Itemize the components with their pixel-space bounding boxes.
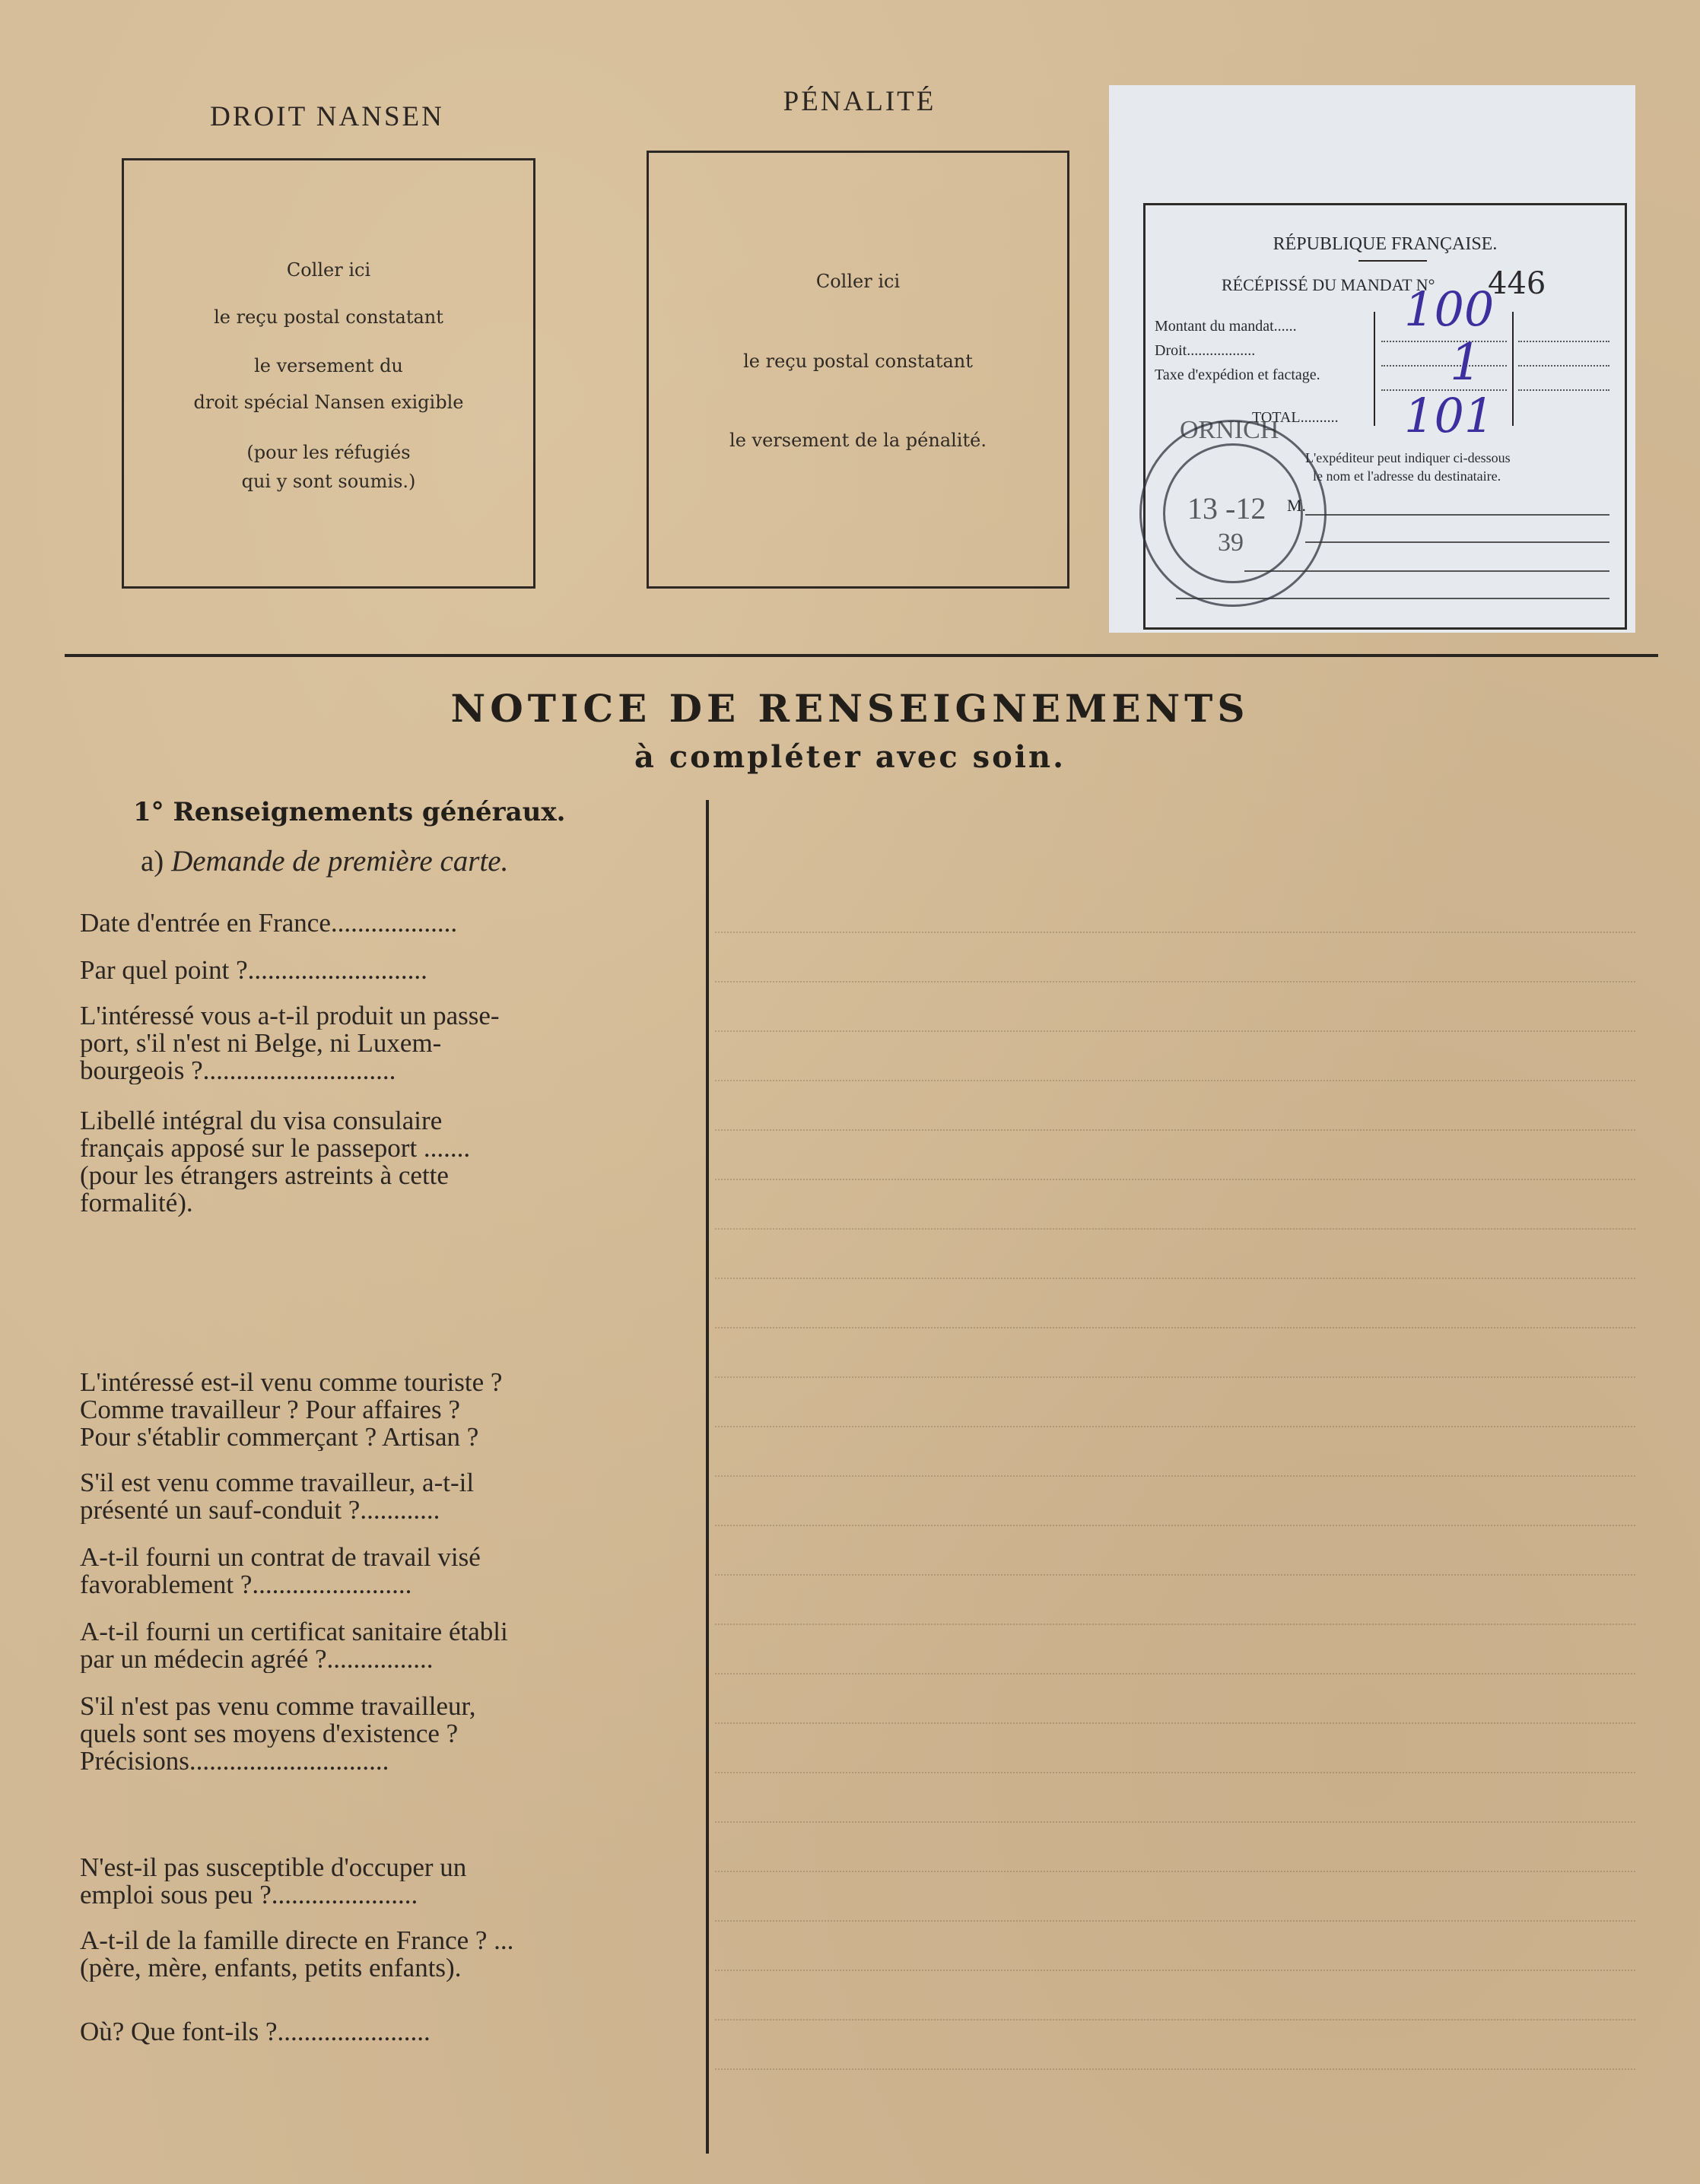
question-line: français apposé sur le passeport ....... (80, 1135, 471, 1162)
answer-line (715, 1722, 1635, 1724)
question-line: L'intéressé est-il venu comme touriste ? (80, 1369, 503, 1396)
answer-line (715, 1080, 1635, 1081)
question-line: Pour s'établir commerçant ? Artisan ? (80, 1424, 479, 1451)
question-line: présenté un sauf-conduit ?............ (80, 1497, 440, 1524)
receipt-dots (1518, 341, 1609, 342)
answer-line (715, 1278, 1635, 1279)
answer-line (715, 1376, 1635, 1378)
postmark-year: 39 (1218, 529, 1244, 557)
question-passport (80, 1002, 681, 1084)
answer-line (715, 1327, 1635, 1328)
question-line: A-t-il fourni un certificat sanitaire établi (80, 1618, 508, 1646)
postmark-date: 13 -12 (1187, 491, 1266, 525)
section-divider (65, 654, 1658, 657)
nansen-line: qui y sont soumis.) (241, 471, 416, 492)
subsection-title: Demande de première carte. (171, 845, 509, 878)
answer-line (715, 1920, 1635, 1922)
nansen-line: droit spécial Nansen exigible (193, 392, 464, 413)
answer-line (715, 1772, 1635, 1773)
postmark-town: ORNICH (1180, 416, 1279, 444)
answer-line (715, 1871, 1635, 1872)
question-line: Où? Que font-ils ?....................... (80, 2018, 431, 2046)
notice-subtitle: à compléter avec soin. (634, 739, 1066, 775)
subsection-prefix: a) (141, 845, 164, 878)
receipt-dots (1381, 341, 1507, 342)
nansen-line: Coller ici (286, 259, 371, 281)
question-family (80, 1927, 681, 1982)
nansen-line: (pour les réfugiés (246, 442, 411, 463)
receipt-col-line (1512, 312, 1514, 426)
penalite-heading: PÉNALITÉ (783, 86, 936, 117)
subsection-heading (141, 844, 508, 878)
question-line: bourgeois ?............................. (80, 1057, 396, 1084)
answer-line (715, 2019, 1635, 2021)
receipt-note: le nom et l'adresse du destinataire. (1313, 468, 1501, 484)
receipt-dots (1518, 389, 1609, 391)
question-line: Par quel point ?........................... (80, 957, 427, 984)
question-line: A-t-il fourni un contrat de travail visé (80, 1544, 481, 1571)
question-line: N'est-il pas susceptible d'occuper un (80, 1854, 467, 1881)
receipt-col-line (1374, 312, 1375, 426)
question-entry-point (80, 957, 681, 984)
question-line: formalité). (80, 1189, 193, 1217)
question-line: quels sont ses moyens d'existence ? (80, 1720, 459, 1748)
answer-line (715, 1673, 1635, 1675)
question-line: Comme travailleur ? Pour affaires ? (80, 1396, 460, 1424)
receipt-droit: 1 (1450, 333, 1482, 392)
answer-line (715, 1228, 1635, 1230)
question-health-certificate (80, 1618, 681, 1673)
penalite-stamp-box (647, 151, 1069, 589)
answer-line (715, 1525, 1635, 1526)
question-line: (père, mère, enfants, petits enfants). (80, 1954, 462, 1982)
nansen-line: le reçu postal constatant (214, 306, 443, 328)
question-entry-date (80, 909, 681, 937)
receipt-total: 101 (1404, 388, 1495, 443)
question-visa (80, 1107, 681, 1217)
question-line: emploi sous peu ?...................... (80, 1881, 418, 1909)
question-line: Date d'entrée en France................... (80, 909, 458, 937)
answer-line (715, 1970, 1635, 1971)
answer-line (715, 1821, 1635, 1823)
answer-line (715, 1574, 1635, 1576)
receipt-row-label: Droit.................. (1155, 342, 1256, 359)
receipt-note: L'expéditeur peut indiquer ci-dessous (1305, 450, 1511, 465)
receipt-number: 446 (1488, 266, 1546, 301)
nansen-line: le versement du (254, 355, 403, 376)
receipt-title: RÉCÉPISSÉ DU MANDAT N° (1222, 275, 1435, 294)
receipt-amount: 100 (1404, 281, 1495, 337)
question-line: A-t-il de la famille directe en France ? ... (80, 1927, 514, 1954)
answer-line (715, 981, 1635, 982)
receipt-row-label: Taxe d'expédion et factage. (1155, 367, 1320, 383)
question-work-contract (80, 1544, 681, 1598)
question-line: (pour les étrangers astreints à cette (80, 1162, 449, 1189)
answer-line (715, 1475, 1635, 1477)
receipt-republic: RÉPUBLIQUE FRANÇAISE. (1273, 234, 1498, 254)
receipt-m-label: M. (1287, 496, 1307, 515)
notice-title: NOTICE DE RENSEIGNEMENTS (450, 686, 1250, 731)
receipt-address-line (1305, 541, 1609, 543)
question-safe-conduct (80, 1469, 681, 1524)
question-line: S'il est venu comme travailleur, a-t-il (80, 1469, 475, 1497)
nansen-stamp-box (122, 158, 535, 589)
answer-line (715, 1030, 1635, 1032)
column-divider (706, 800, 709, 2154)
nansen-heading: DROIT NANSEN (210, 101, 444, 132)
question-line: port, s'il n'est ni Belge, ni Luxem- (80, 1030, 442, 1057)
receipt-divider (1358, 260, 1427, 262)
receipt-row-label: TOTAL.......... (1252, 409, 1339, 426)
answer-line (715, 1129, 1635, 1131)
answer-line (715, 1426, 1635, 1427)
question-line: L'intéressé vous a-t-il produit un passe- (80, 1002, 500, 1030)
answer-line (715, 1624, 1635, 1625)
section-heading: 1° Renseignements généraux. (133, 797, 566, 827)
receipt-address-line (1305, 514, 1609, 516)
question-means-of-living (80, 1693, 681, 1775)
question-line: Libellé intégral du visa consulaire (80, 1107, 443, 1135)
postal-receipt (1109, 85, 1635, 633)
question-purpose (80, 1369, 681, 1451)
receipt-row-label: Montant du mandat...... (1155, 318, 1297, 335)
receipt-dots (1381, 365, 1507, 367)
question-line: Précisions.............................. (80, 1748, 389, 1775)
answer-line (715, 932, 1635, 933)
penalite-line: le versement de la pénalité. (729, 430, 987, 451)
penalite-line: le reçu postal constatant (743, 351, 973, 372)
answer-line (715, 1179, 1635, 1180)
question-line: S'il n'est pas venu comme travailleur, (80, 1693, 476, 1720)
question-where-what (80, 2018, 681, 2046)
penalite-line: Coller ici (815, 271, 901, 292)
question-line: favorablement ?........................ (80, 1571, 412, 1598)
receipt-dots (1518, 365, 1609, 367)
question-employment (80, 1854, 681, 1909)
question-line: par un médecin agréé ?................ (80, 1646, 434, 1673)
answer-line (715, 2068, 1635, 2070)
